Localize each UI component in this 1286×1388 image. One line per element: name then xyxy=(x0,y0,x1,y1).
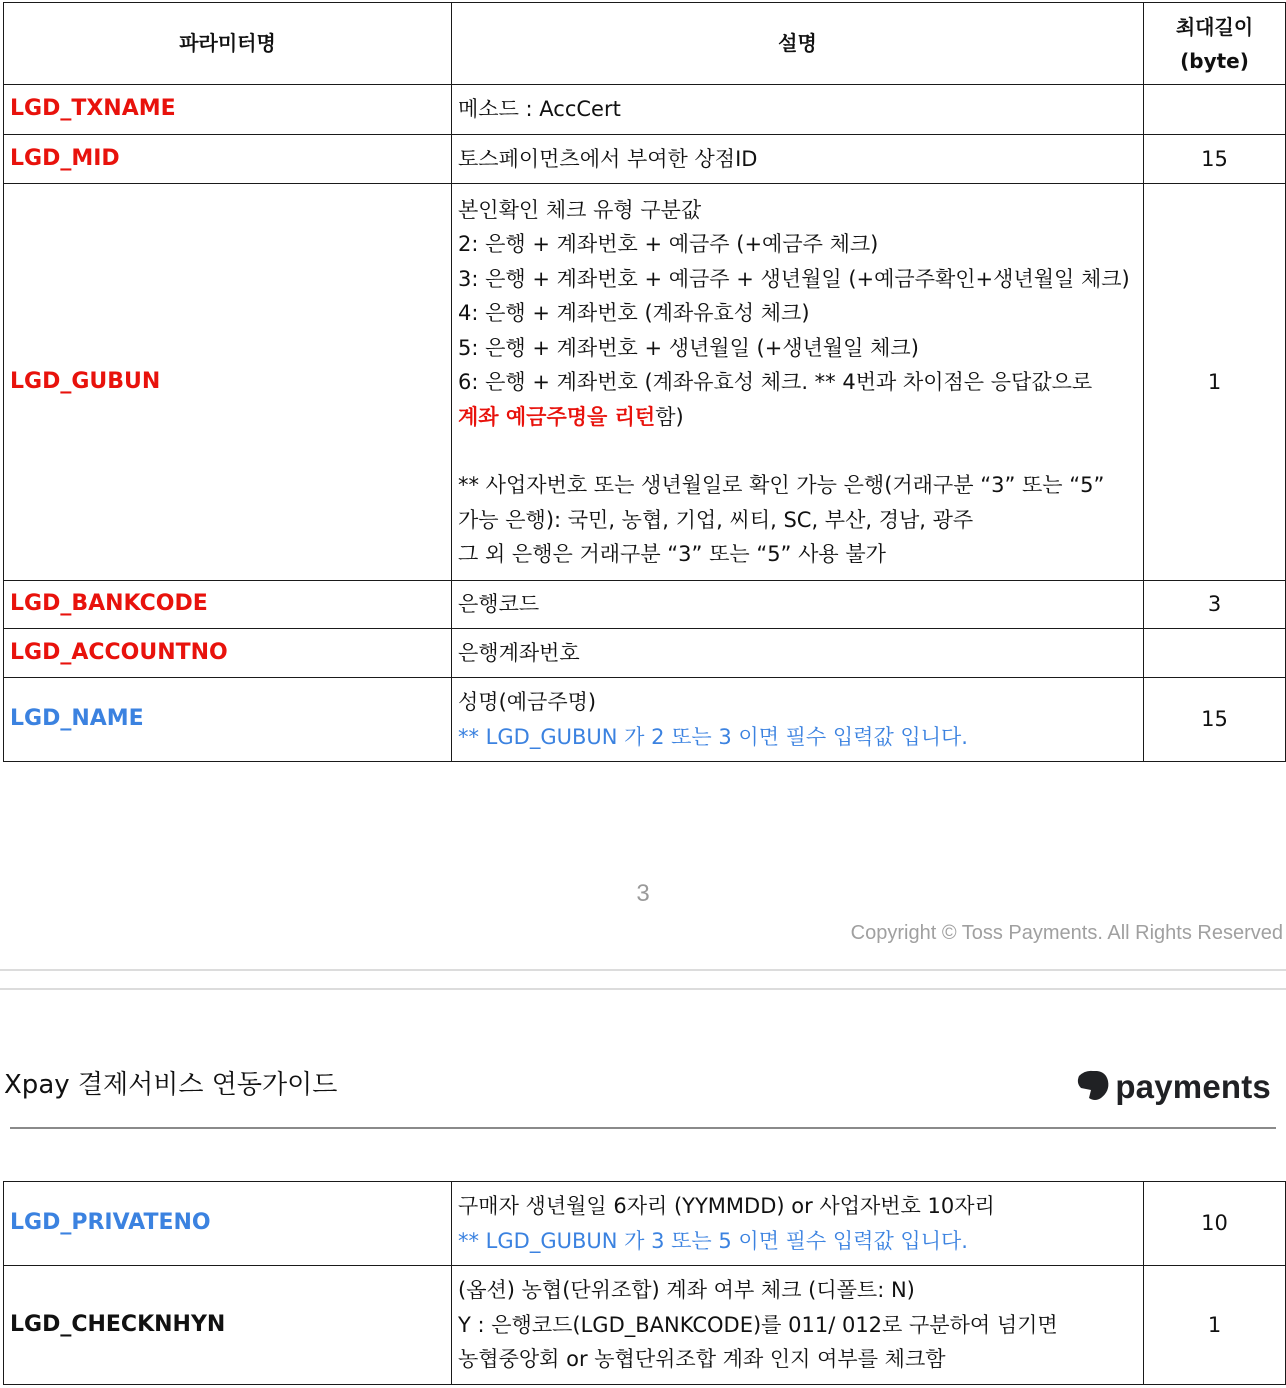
table-header-row xyxy=(4,3,1286,85)
param-description xyxy=(452,678,1144,762)
parameter-table-page-3 xyxy=(3,2,1286,762)
param-description: 토스페이먼츠에서 부여한 상점ID xyxy=(452,135,1144,184)
desc-line: 구매자 생년월일 6자리 (YYMMDD) or 사업자번호 10자리 xyxy=(458,1194,995,1218)
param-description: 은행계좌번호 xyxy=(452,629,1144,678)
param-name: LGD_PRIVATENO xyxy=(4,1182,452,1266)
desc-line: (옵션) 농협(단위조합) 계좌 여부 체크 (디폴트: N) xyxy=(458,1278,915,1303)
desc-note-line: 가능 은행): 국민, 농협, 기업, 씨티, SC, 부산, 경남, 광주 xyxy=(458,507,974,532)
desc-line: 본인확인 체크 유형 구분값 xyxy=(458,197,702,222)
param-max-length xyxy=(1144,85,1286,135)
param-max-length xyxy=(1144,629,1286,678)
table-row xyxy=(4,85,1286,135)
desc-note-line: ** 사업자번호 또는 생년월일로 확인 가능 은행(거래구분 “3” 또는 “5” xyxy=(458,473,1105,497)
header-max-length-line2: (byte) xyxy=(1180,48,1249,73)
param-max-length: 15 xyxy=(1144,678,1286,762)
desc-line-highlight xyxy=(458,400,1137,435)
param-name: LGD_GUBUN xyxy=(4,184,452,581)
header-max-length-line1: 최대길이 xyxy=(1175,14,1254,39)
desc-line: Y : 은행코드(LGD_BANKCODE)를 011/ 012로 구분하여 넘기면 xyxy=(458,1312,1058,1337)
desc-line: 농협중앙회 or 농협단위조합 계좌 인지 여부를 체크함 xyxy=(458,1347,946,1372)
param-max-length: 10 xyxy=(1144,1182,1286,1266)
header-rule xyxy=(10,1127,1276,1129)
table-row xyxy=(4,581,1286,629)
param-max-length: 15 xyxy=(1144,135,1286,184)
page-divider-bottom xyxy=(0,988,1286,990)
table-row xyxy=(4,678,1286,762)
highlight-tail: 함) xyxy=(655,404,684,429)
param-name: LGD_NAME xyxy=(4,678,452,762)
param-description xyxy=(452,1266,1144,1385)
toss-logo-icon xyxy=(1075,1068,1111,1106)
param-max-length: 1 xyxy=(1144,1266,1286,1385)
param-description xyxy=(452,184,1144,581)
param-max-length: 3 xyxy=(1144,581,1286,629)
required-note: ** LGD_GUBUN 가 3 또는 5 이면 필수 입력값 입니다. xyxy=(458,1228,968,1253)
param-name: LGD_ACCOUNTNO xyxy=(4,629,452,678)
desc-line: 2: 은행 + 계좌번호 + 예금주 (+예금주 체크) xyxy=(458,232,879,256)
param-description xyxy=(452,1182,1144,1266)
copyright-text: Copyright © Toss Payments. All Rights Reserved xyxy=(850,922,1283,944)
document-title: Xpay 결제서비스 연동가이드 xyxy=(4,1070,338,1100)
table-row xyxy=(4,135,1286,184)
desc-line: 4: 은행 + 계좌번호 (계좌유효성 체크) xyxy=(458,301,810,325)
toss-payments-logo xyxy=(1075,1068,1271,1106)
spacer xyxy=(458,434,1137,468)
param-name: LGD_BANKCODE xyxy=(4,581,452,629)
required-note: ** LGD_GUBUN 가 2 또는 3 이면 필수 입력값 입니다. xyxy=(458,724,968,749)
page-divider-top xyxy=(0,969,1286,971)
param-max-length: 1 xyxy=(1144,184,1286,581)
table-row xyxy=(4,1182,1286,1266)
param-description: 은행코드 xyxy=(452,581,1144,629)
header-max-length xyxy=(1144,3,1286,85)
desc-line: 5: 은행 + 계좌번호 + 생년월일 (+생년월일 체크) xyxy=(458,335,919,360)
param-name: LGD_MID xyxy=(4,135,452,184)
param-description: 메소드 : AccCert xyxy=(452,85,1144,135)
param-name: LGD_CHECKNHYN xyxy=(4,1266,452,1385)
table-row xyxy=(4,1266,1286,1385)
param-name: LGD_TXNAME xyxy=(4,85,452,135)
header-param-name: 파라미터명 xyxy=(4,3,452,85)
logo-wordmark: payments xyxy=(1115,1068,1271,1105)
desc-line: 3: 은행 + 계좌번호 + 예금주 + 생년월일 (+예금주확인+생년월일 체크) xyxy=(458,266,1130,291)
parameter-table-page-4 xyxy=(3,1181,1286,1385)
desc-note-line: 그 외 은행은 거래구분 “3” 또는 “5” 사용 불가 xyxy=(458,542,886,566)
page-number: 3 xyxy=(636,880,650,907)
table-row xyxy=(4,184,1286,581)
highlight-text: 계좌 예금주명을 리턴 xyxy=(458,404,656,429)
desc-line: 6: 은행 + 계좌번호 (계좌유효성 체크. ** 4번과 차이점은 응답값으로 xyxy=(458,370,1093,394)
desc-line: 성명(예금주명) xyxy=(458,690,597,714)
header-description: 설명 xyxy=(452,3,1144,85)
table-row xyxy=(4,629,1286,678)
